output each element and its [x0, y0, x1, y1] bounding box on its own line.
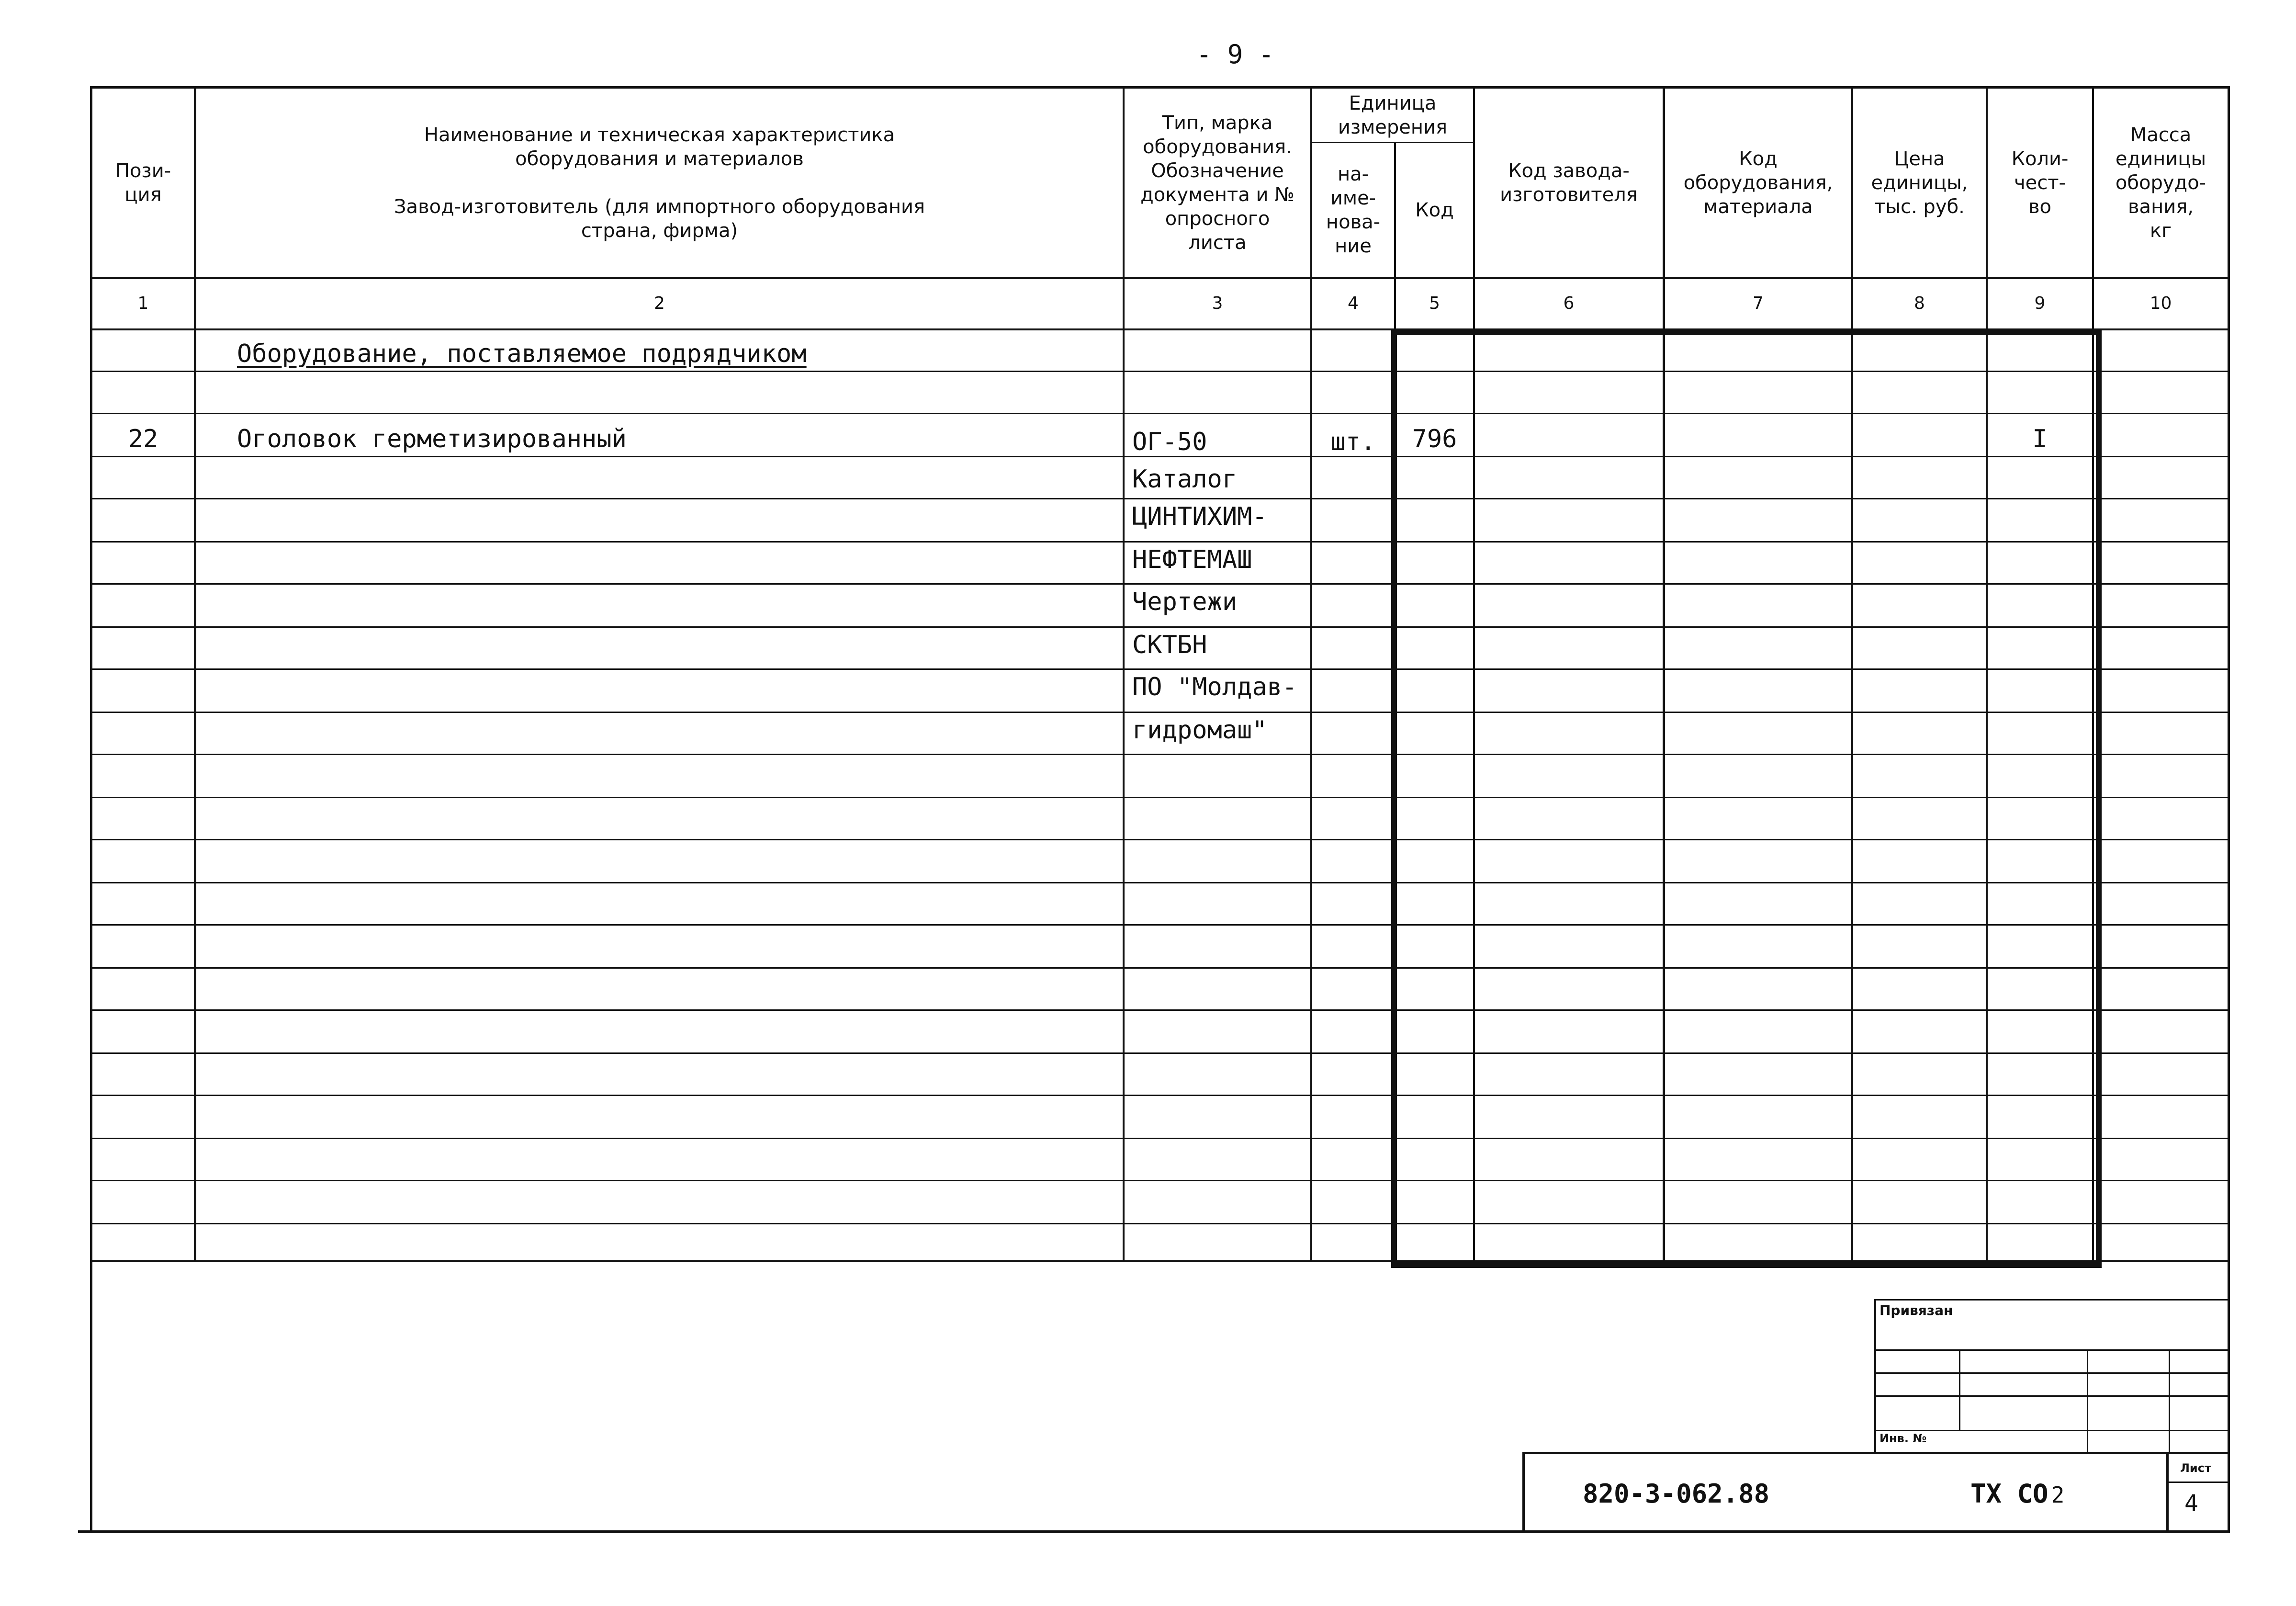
header-equipment-code: Код оборудования, материала	[1683, 147, 1833, 218]
column-number: 7	[1753, 293, 1764, 313]
type-line: ЦИНТИХИМ-	[1132, 502, 1267, 531]
column-number: 2	[654, 293, 665, 313]
type-line: гидромаш"	[1132, 716, 1267, 745]
header-maker-code: Код завода- изготовителя	[1500, 159, 1638, 206]
column-number: 1	[137, 293, 149, 313]
document-mark	[1970, 1479, 2064, 1509]
column-number: 9	[2034, 293, 2046, 313]
page-number: - 9 -	[1196, 39, 1274, 69]
item-position: 22	[128, 425, 158, 453]
thick-frame	[1391, 329, 2102, 1268]
document-mark-text: ТХ СО	[1970, 1479, 2048, 1509]
header-quantity: Коли- чест- во	[2011, 147, 2069, 218]
header-position: Пози- ция	[115, 159, 171, 206]
header-price: Цена единицы, тыс. руб.	[1871, 147, 1968, 218]
item-unit: шт.	[1330, 428, 1376, 456]
document-mark-number: 2	[2051, 1482, 2065, 1508]
header-unit-group: Единица измерения	[1338, 92, 1448, 138]
sheet-number: 4	[2184, 1490, 2198, 1517]
item-unit-code: 796	[1412, 425, 1457, 453]
header-type: Тип, марка оборудования. Обозначение документа и № опросного листа	[1140, 112, 1294, 254]
type-line: ПО "Молдав-	[1132, 673, 1297, 701]
type-line: ОГ-50	[1132, 428, 1207, 456]
column-number: 3	[1212, 293, 1223, 313]
type-line: Чертежи	[1132, 588, 1238, 616]
item-name: Оголовок герметизированный	[237, 425, 627, 453]
column-number: 8	[1914, 293, 1925, 313]
document-code: 820-3-062.88	[1583, 1479, 1770, 1509]
header-mass: Масса единицы оборудо- вания, кг	[2115, 124, 2206, 242]
header-unit-name: на- име- нова- ние	[1326, 163, 1381, 257]
column-number: 10	[2150, 293, 2172, 313]
header-unit-code: Код	[1415, 199, 1454, 221]
header-name: Наименование и техническая характеристика оборудования и материалов Завод-изготовитель (для импортного оборудования страна, фирма)	[394, 124, 925, 242]
bound-label: Привязан	[1880, 1302, 1953, 1318]
inventory-label: Инв. №	[1880, 1432, 1927, 1445]
type-line: НЕФТЕМАШ	[1132, 545, 1252, 574]
item-quantity: I	[2032, 425, 2048, 453]
type-line: Каталог	[1132, 465, 1238, 494]
sheet-label: Лист	[2180, 1461, 2211, 1475]
column-number: 5	[1429, 293, 1440, 313]
column-number: 6	[1563, 293, 1575, 313]
type-line: СКТБН	[1132, 631, 1207, 659]
column-number: 4	[1348, 293, 1359, 313]
section-title: Оборудование, поставляемое подрядчиком	[237, 339, 807, 368]
